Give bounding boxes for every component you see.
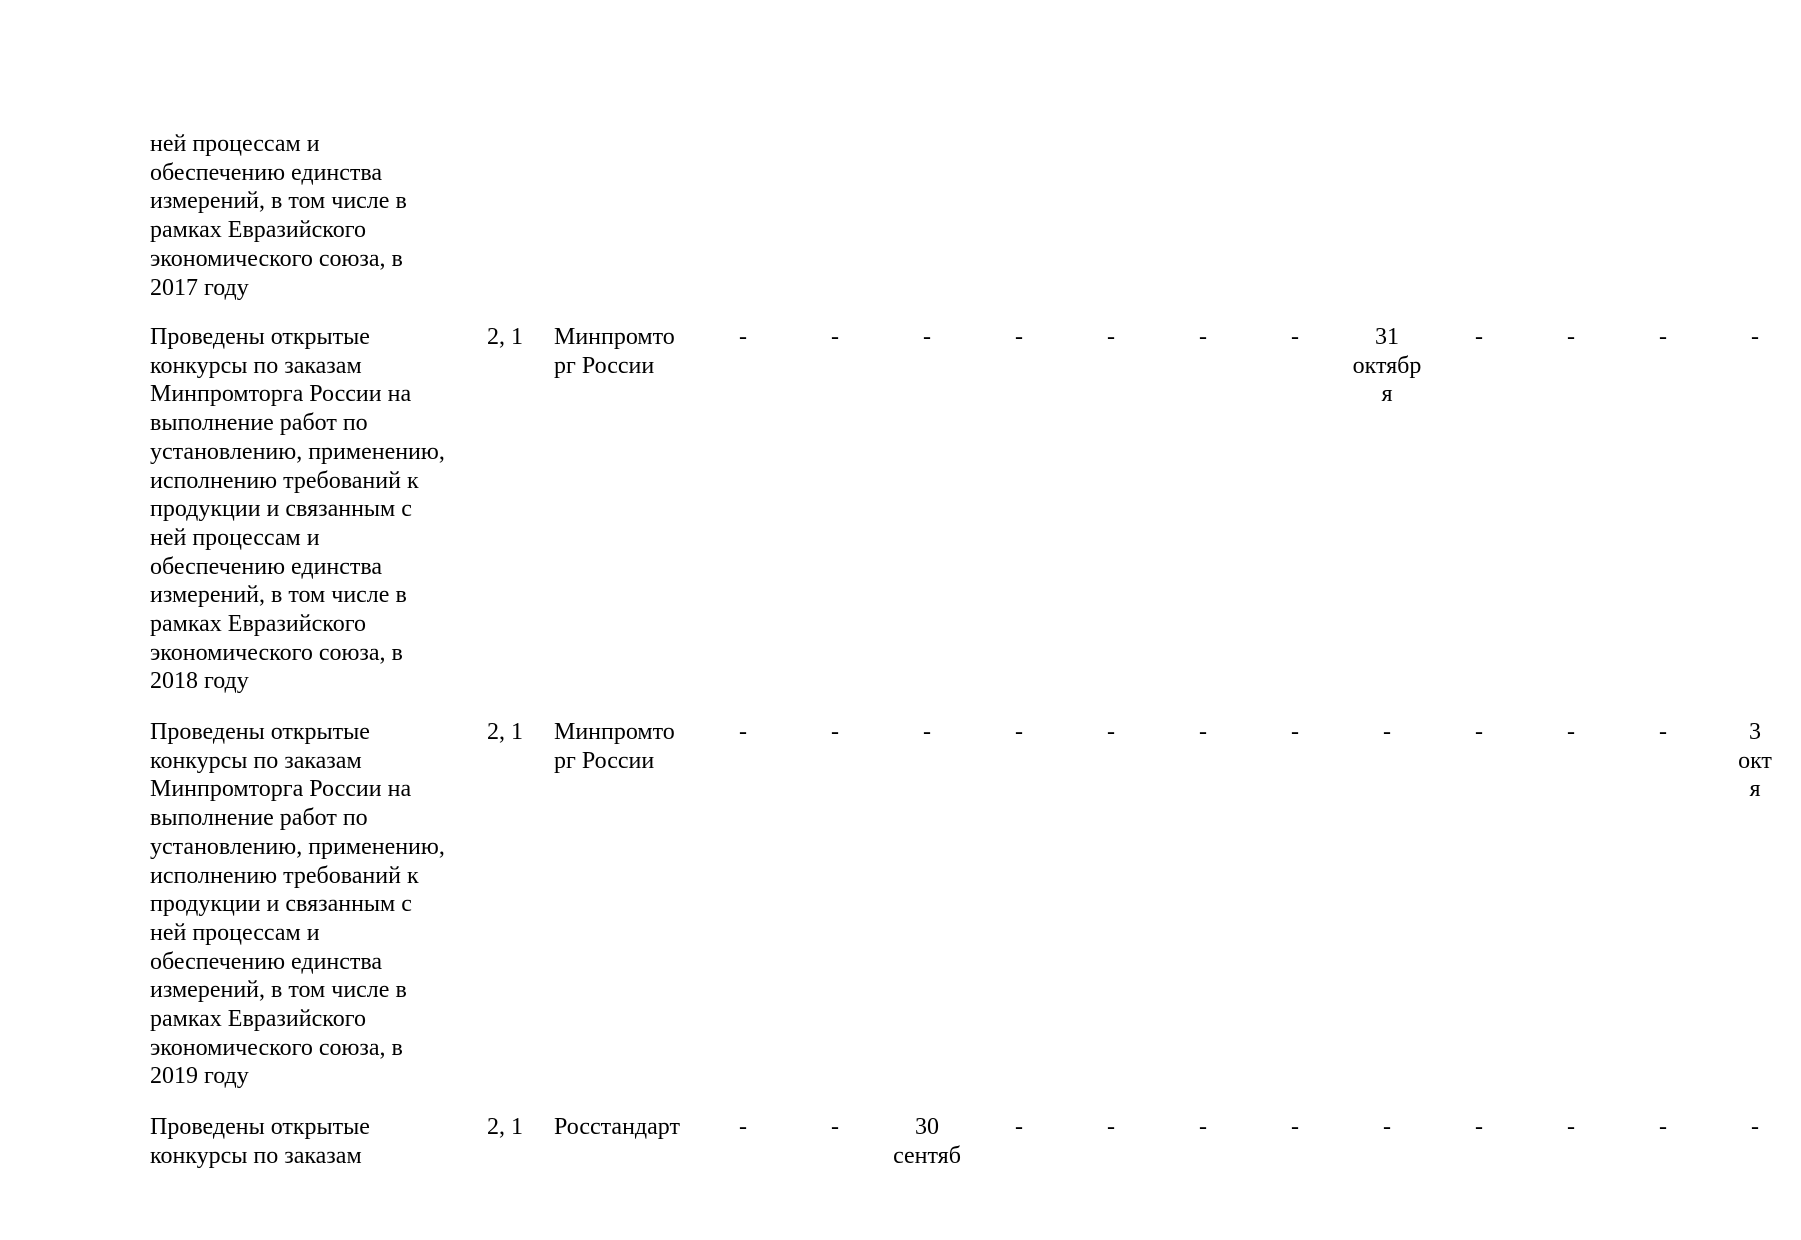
month-cell-9: -: [1475, 1114, 1483, 1140]
month-cell-7: -: [1291, 719, 1299, 745]
month-cell-12: 3 окт я: [1738, 719, 1772, 803]
month-cell-8: -: [1383, 719, 1391, 745]
row-number: 2, 1: [487, 1114, 523, 1140]
month-cell-12: -: [1751, 324, 1759, 350]
month-cell-2: -: [831, 324, 839, 350]
row-number: 2, 1: [487, 719, 523, 745]
month-cell-10: -: [1567, 719, 1575, 745]
month-cell-2: -: [831, 719, 839, 745]
row-description: Проведены открытые конкурсы по заказам Минпромторга России на выполнение работ по установлению, применению, исполнению требований к продукции и связанным с ней процессам и обеспечению единства измерений, в том числе в рамках Евразийского экономического союза, в 2019 году: [150, 719, 445, 1090]
month-cell-9: -: [1475, 719, 1483, 745]
month-cell-8: 31 октябр я: [1352, 324, 1422, 408]
month-cell-4: -: [1015, 1114, 1023, 1140]
month-cell-12: -: [1751, 1114, 1759, 1140]
month-cell-6: -: [1199, 719, 1207, 745]
month-cell-7: -: [1291, 1114, 1299, 1140]
row-description: Проведены открытые конкурсы по заказам Минпромторга России на выполнение работ по установлению, применению, исполнению требований к продукции и связанным с ней процессам и обеспечению единства измерений, в том числе в рамках Евразийского экономического союза, в 2018 году: [150, 324, 445, 695]
month-cell-7: -: [1291, 324, 1299, 350]
month-cell-1: -: [739, 324, 747, 350]
month-cell-5: -: [1107, 719, 1115, 745]
row-organization: Росстандарт: [554, 1114, 680, 1140]
month-cell-9: -: [1475, 324, 1483, 350]
month-cell-11: -: [1659, 324, 1667, 350]
month-cell-1: -: [739, 1114, 747, 1140]
month-cell-10: -: [1567, 1114, 1575, 1140]
month-cell-8: -: [1383, 1114, 1391, 1140]
month-cell-10: -: [1567, 324, 1575, 350]
row-organization: Минпромто рг России: [554, 324, 675, 379]
row-organization: Минпромто рг России: [554, 719, 675, 774]
month-cell-6: -: [1199, 1114, 1207, 1140]
month-cell-11: -: [1659, 719, 1667, 745]
month-cell-3: -: [923, 324, 931, 350]
month-cell-11: -: [1659, 1114, 1667, 1140]
month-cell-5: -: [1107, 1114, 1115, 1140]
continued-description-fragment: ней процессам и обеспечению единства измерений, в том числе в рамках Евразийского экономического союза, в 2017 году: [150, 131, 407, 301]
month-cell-4: -: [1015, 324, 1023, 350]
month-cell-5: -: [1107, 324, 1115, 350]
month-cell-6: -: [1199, 324, 1207, 350]
month-cell-4: -: [1015, 719, 1023, 745]
month-cell-2: -: [831, 1114, 839, 1140]
row-description: Проведены открытые конкурсы по заказам: [150, 1114, 370, 1169]
month-cell-3: 30 сентяб: [893, 1114, 961, 1169]
month-cell-3: -: [923, 719, 931, 745]
month-cell-1: -: [739, 719, 747, 745]
row-number: 2, 1: [487, 324, 523, 350]
